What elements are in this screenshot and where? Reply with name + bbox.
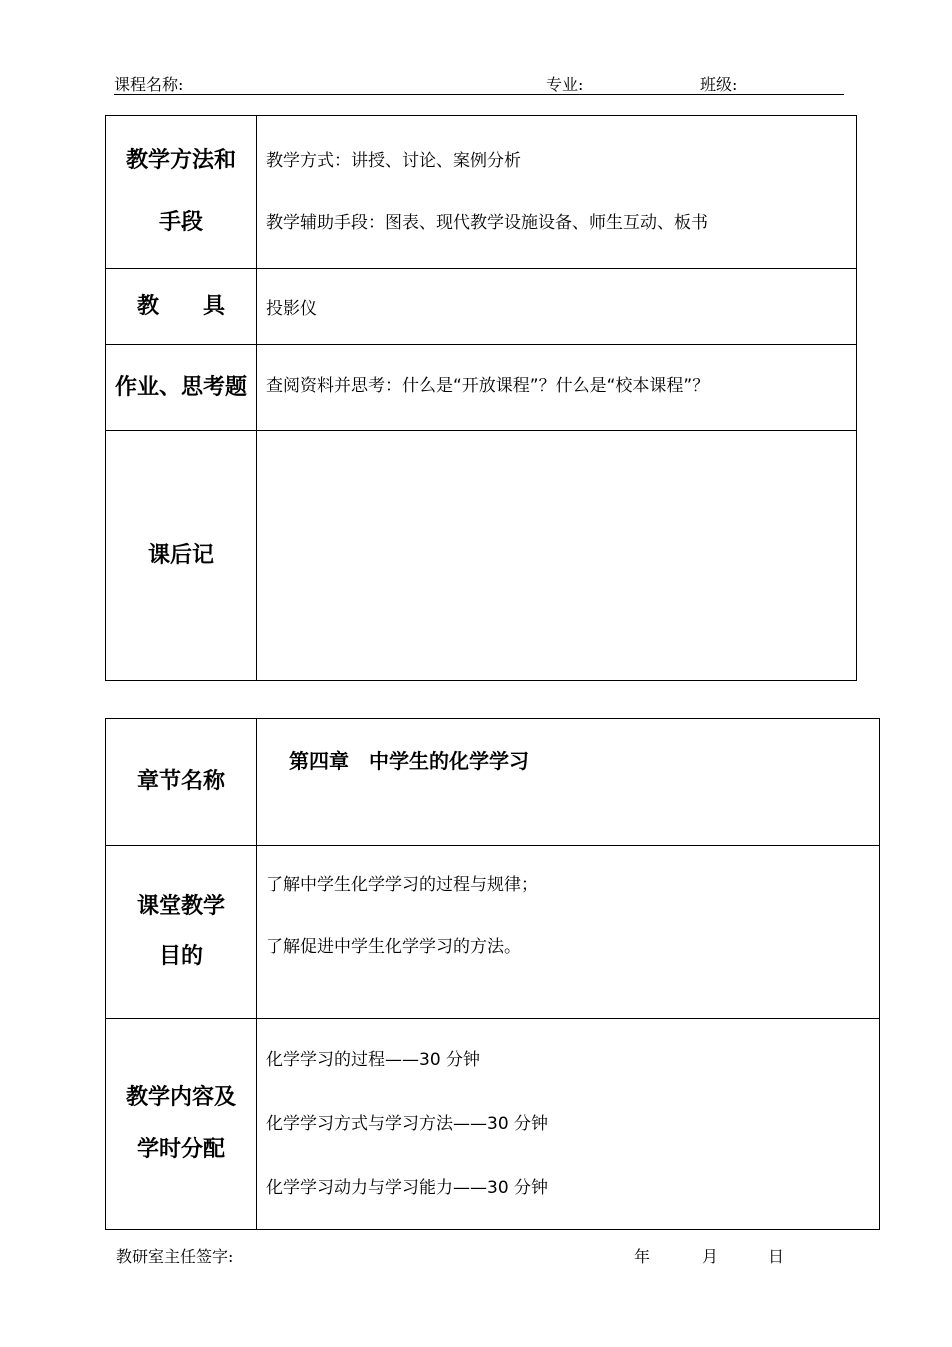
chapter-label: 章节名称 <box>106 719 257 846</box>
tools-value: 投影仪 <box>257 269 857 345</box>
content-items <box>257 1019 880 1230</box>
teaching-aids: 教学辅助手段：图表、现代教学设施设备、师生互动、板书 <box>266 213 708 233</box>
goals-content <box>257 846 880 1019</box>
content-item: 化学学习的过程——30 分钟 <box>266 1050 481 1070</box>
chapter-table <box>105 718 880 1230</box>
goal-item: 了解促进中学生化学学习的方法。 <box>266 937 521 957</box>
homework-row <box>106 345 857 431</box>
page-footer <box>116 1244 816 1270</box>
goal-item: 了解中学生化学学习的过程与规律； <box>266 875 538 895</box>
major-label: 专业: <box>546 75 584 94</box>
notes-label: 课后记 <box>106 431 257 681</box>
chapter-row <box>106 719 880 846</box>
content-item: 化学学习动力与学习能力——30 分钟 <box>266 1178 549 1198</box>
notes-value <box>257 431 857 681</box>
method-content <box>257 116 857 269</box>
course-name-label: 课程名称: <box>114 75 184 94</box>
goals-label: 课堂教学 目的 <box>106 846 257 1019</box>
day-label: 日 <box>768 1247 785 1266</box>
signature-label: 教研室主任签字: <box>116 1247 234 1266</box>
tools-label: 教 具 <box>106 269 257 345</box>
homework-label: 作业、思考题 <box>106 345 257 431</box>
chapter-value: 第四章 中学生的化学学习 <box>257 719 880 846</box>
year-label: 年 <box>634 1247 651 1266</box>
page-header <box>114 70 844 95</box>
method-label: 教学方法和 手段 <box>106 116 257 269</box>
month-label: 月 <box>702 1247 719 1266</box>
homework-value: 查阅资料并思考：什么是“开放课程”？什么是“校本课程”？ <box>257 345 857 431</box>
teaching-method: 教学方式：讲授、讨论、案例分析 <box>266 151 521 171</box>
goals-row <box>106 846 880 1019</box>
notes-row <box>106 431 857 681</box>
content-item: 化学学习方式与学习方法——30 分钟 <box>266 1114 549 1134</box>
method-row <box>106 116 857 269</box>
content-label: 教学内容及 学时分配 <box>106 1019 257 1230</box>
class-label: 班级: <box>700 75 738 94</box>
content-row <box>106 1019 880 1230</box>
lesson-info-table <box>105 115 857 681</box>
tools-row <box>106 269 857 345</box>
